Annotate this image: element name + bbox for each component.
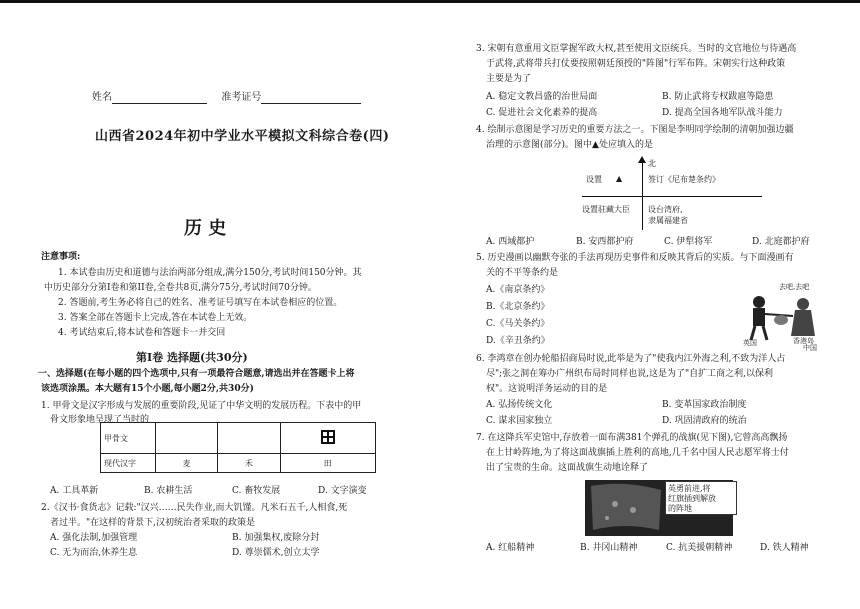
oracle-glyph-cell	[218, 423, 280, 454]
oracle-glyph-cell	[156, 423, 218, 454]
north-arrow-icon	[638, 156, 646, 163]
q1-option-c[interactable]: C. 畜牧发展	[232, 486, 281, 496]
q5-option-b[interactable]: B.《北京条约》	[486, 302, 550, 312]
q3-stem: 主要是为了	[486, 74, 532, 84]
qing-frontier-diagram	[582, 159, 782, 234]
q7-option-b[interactable]: B. 井冈山精神	[580, 543, 638, 553]
q3-option-d[interactable]: D. 提高全国各地军队战斗能力	[662, 108, 783, 118]
name-field[interactable]	[112, 93, 207, 104]
poster-caption-line: 的阵地	[668, 504, 692, 513]
q1-option-b[interactable]: B. 农耕生活	[144, 486, 193, 496]
exam-title: 山西省2024年初中学业水平模拟文科综合卷(四)	[95, 129, 390, 144]
section1-title: 第I卷 选择题(共30分)	[136, 351, 248, 364]
top-border	[0, 0, 860, 3]
q2-stem: 2.《汉书·食货志》记载:"汉兴……民失作业,而大饥馑。凡米石五千,人相食,死	[41, 503, 348, 513]
q6-stem: 尽";张之洞在筹办广州织布局时同样也说,这是为了"自扩工商之利,以保利	[486, 369, 774, 379]
q2-option-d[interactable]: D. 尊崇儒术,创立太学	[232, 548, 320, 558]
diagram-right-bottom: 设台湾府,	[648, 205, 683, 214]
q6-option-c[interactable]: C. 谋求国家独立	[486, 416, 553, 426]
notice-line: 4. 考试结束后,将本试卷和答题卡一并交回	[58, 328, 226, 338]
q6-option-d[interactable]: D. 巩固清政府的统治	[662, 416, 747, 426]
poster-caption-line: 红旗插到解放	[668, 494, 716, 503]
q7-stem: 在上甘岭阵地,为了将这面战旗插上胜利的高地,几千名中国人民志愿军将士付	[486, 448, 789, 458]
diagram-north-label: 北	[648, 159, 656, 168]
modern-char: 麦	[156, 454, 218, 473]
table-row-label: 甲骨文	[101, 423, 156, 454]
q7-option-d[interactable]: D. 铁人精神	[760, 543, 809, 553]
q6-stem: 6. 李鸿章在创办轮船招商局时说,此举是为了"使我内江外海之利,不致为洋人占	[476, 354, 786, 364]
q3-option-c[interactable]: C. 促进社会文化素养的提高	[486, 108, 598, 118]
q3-stem: 3. 宋朝有意重用文臣掌握军政大权,甚至使用文臣统兵。当时的文官地位与待遇高	[476, 44, 797, 54]
notice-title: 注意事项:	[41, 252, 81, 262]
modern-char: 田	[280, 454, 376, 473]
q1-stem: 骨文形象地呈现了当时的	[50, 415, 150, 425]
oracle-field-glyph-icon	[320, 429, 336, 445]
q6-stem: 权"。这说明洋务运动的目的是	[486, 384, 608, 394]
q4-stem: 治理的示意图(部分)。图中▲处应填入的是	[486, 140, 653, 150]
cartoon-label-left: 英国	[743, 339, 757, 347]
cartoon-speech: 去吧,去吧	[779, 283, 810, 291]
q3-stem: 于武将,武将带兵打仗要按照朝廷预授的"阵图"行军布阵。宋朝实行这种政策	[486, 59, 786, 69]
poster-caption-line: 英勇前进,将	[668, 484, 711, 493]
q1-stem: 1. 甲骨文是汉字形成与发展的重要阶段,见证了中华文明的发展历程。下表中的甲	[41, 401, 362, 411]
notice-line: 中历史部分分第I卷和第II卷,全卷共8页,满分75分,考试时间70分钟。	[44, 283, 317, 293]
diagram-marker: ▲	[616, 174, 623, 183]
q4-option-b[interactable]: B. 安西都护府	[576, 237, 634, 247]
q2-stem: 者过半。"在这样的背景下,汉初统治者采取的政策是	[50, 518, 256, 528]
q1-option-a[interactable]: A. 工具革新	[50, 486, 99, 496]
name-label: 姓名	[92, 92, 112, 103]
q4-option-c[interactable]: C. 伊犁将军	[664, 237, 713, 247]
oracle-bone-table	[100, 422, 376, 473]
q5-option-c[interactable]: C.《马关条约》	[486, 319, 550, 329]
modern-char: 禾	[218, 454, 280, 473]
subject-title: 历 史	[184, 218, 227, 239]
oracle-glyph-cell	[280, 423, 376, 454]
q6-option-b[interactable]: B. 变革国家政治制度	[662, 400, 747, 410]
notice-line: 2. 答题前,考生务必将自己的姓名、准考证号填写在本试卷相应的位置。	[58, 298, 343, 308]
q5-stem: 关的不平等条约是	[486, 268, 559, 278]
q4-option-a[interactable]: A. 西域都护	[486, 237, 535, 247]
cartoon-label-bottom: 中国	[803, 344, 817, 352]
q1-option-d[interactable]: D. 文字演变	[318, 486, 367, 496]
exam-no-label: 准考证号	[221, 92, 262, 103]
poster-caption	[665, 481, 737, 515]
q3-option-b[interactable]: B. 防止武将专权跋扈等隐患	[662, 92, 774, 102]
q7-option-c[interactable]: C. 抗美援朝精神	[666, 543, 733, 553]
q7-stem: 7. 在这降兵军史馆中,存放着一面布满381个弹孔的战旗(见下图),它曾高高飘扬	[476, 433, 788, 443]
table-row-label: 现代汉字	[101, 454, 156, 473]
diagram-right-top: 签订《尼布楚条约》	[648, 175, 720, 184]
diagram-horizontal-axis	[582, 196, 762, 197]
diagram-left-bottom: 设置驻藏大臣	[582, 205, 630, 214]
q7-stem: 出了宝贵的生命。这面战旗生动地诠释了	[486, 463, 649, 473]
q4-stem: 4. 绘制示意图是学习历史的重要方法之一。下图是李明同学绘制的清朝加强边疆	[476, 125, 794, 135]
q2-option-a[interactable]: A. 强化法制,加强管理	[50, 533, 138, 543]
q2-option-c[interactable]: C. 无为而治,休养生息	[50, 548, 138, 558]
q2-option-b[interactable]: B. 加强集权,废除分封	[232, 533, 320, 543]
q5-stem: 5. 历史漫画以幽默夸张的手法再现历史事件和反映其背后的实质。与下面漫画有	[476, 253, 794, 263]
exam-no-field[interactable]	[261, 93, 361, 104]
notice-line: 3. 答案全部在答题卡上完成,答在本试卷上无效。	[58, 313, 253, 323]
cartoon-label-right: 香港岛	[793, 337, 814, 345]
q5-option-a[interactable]: A.《南京条约》	[486, 285, 550, 295]
q6-option-a[interactable]: A. 弘扬传统文化	[486, 400, 553, 410]
q3-option-a[interactable]: A. 稳定文教昌盛的治世局面	[486, 92, 598, 102]
diagram-right-bottom: 隶属福建省	[648, 216, 688, 225]
notice-line: 1. 本试卷由历史和道德与法治两部分组成,满分150分,考试时间150分钟。其	[58, 268, 362, 278]
treaty-cartoon	[737, 280, 829, 350]
q5-option-d[interactable]: D.《辛丑条约》	[486, 336, 550, 346]
diagram-left-top: 设置	[586, 175, 602, 184]
section1-intro: 该选项涂黑。本大题有15个小题,每小题2分,共30分)	[41, 384, 254, 394]
name-line	[92, 92, 361, 104]
q7-option-a[interactable]: A. 红船精神	[486, 543, 535, 553]
q4-option-d[interactable]: D. 北庭都护府	[752, 237, 810, 247]
section1-intro: 一、选择题(在每小题的四个选项中,只有一项最符合题意,请选出并在答题卡上将	[38, 369, 355, 379]
